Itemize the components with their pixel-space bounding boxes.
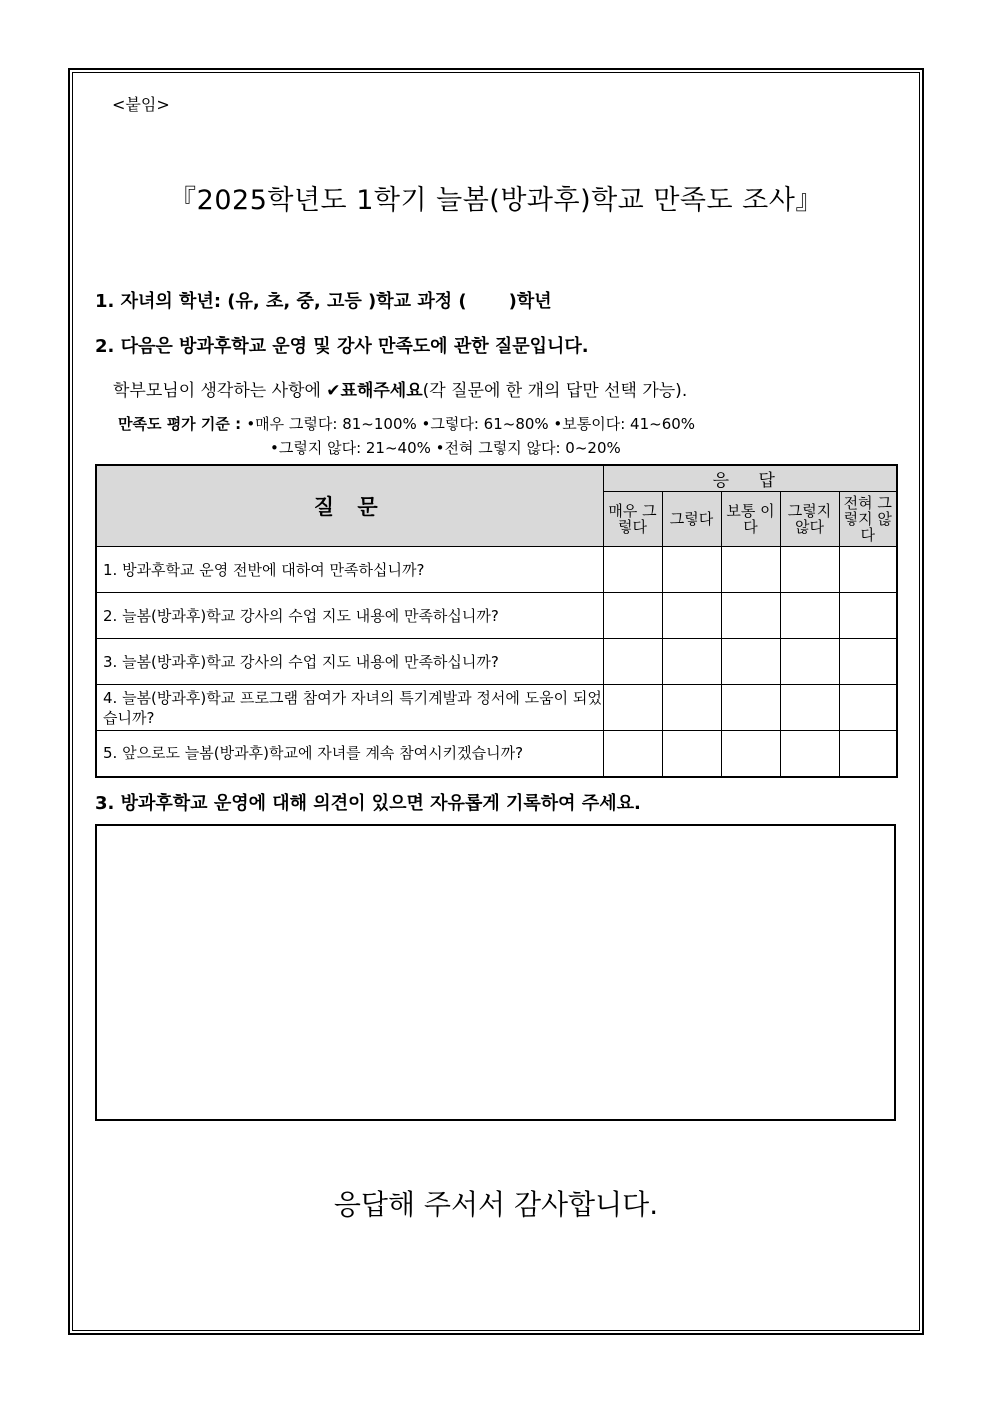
opinion-heading: 3. 방과후학교 운영에 대해 의견이 있으면 자유롭게 기록하여 주세요. [95, 793, 641, 814]
criteria-label: 만족도 평가 기준 : [118, 415, 247, 433]
table-row [96, 593, 897, 639]
answer-cell[interactable] [839, 639, 897, 685]
answer-cell[interactable] [839, 547, 897, 593]
answer-cell[interactable] [603, 547, 662, 593]
option-disagree: 그렇지 않다 [780, 492, 839, 547]
answer-cell[interactable] [662, 731, 721, 777]
criteria-line-2: •그렇지 않다: 21~40% •전혀 그렇지 않다: 0~20% [270, 439, 621, 457]
closing-message: 응답해 주서서 감사합니다. [333, 1188, 659, 1221]
table-row [96, 639, 897, 685]
table-row [96, 547, 897, 593]
question-text: 1. 방과후학교 운영 전반에 대하여 만족하십니까? [96, 547, 603, 593]
answer-cell[interactable] [780, 547, 839, 593]
answer-cell[interactable] [721, 639, 780, 685]
answer-cell[interactable] [662, 593, 721, 639]
answer-cell[interactable] [839, 731, 897, 777]
opinion-textbox[interactable] [95, 824, 896, 1121]
answer-cell[interactable] [839, 593, 897, 639]
question-column-header: 질 문 [96, 465, 603, 547]
satisfaction-table [95, 464, 898, 778]
answer-cell[interactable] [603, 685, 662, 731]
answer-cell[interactable] [780, 593, 839, 639]
question-text: 4. 늘봄(방과후)학교 프로그램 참여가 자녀의 특기계발과 정서에 도움이 되었습니까? [96, 685, 603, 731]
option-neutral: 보통 이다 [721, 492, 780, 547]
table-row [96, 685, 897, 731]
answer-cell[interactable] [603, 731, 662, 777]
answer-cell[interactable] [662, 685, 721, 731]
grade-question [95, 287, 552, 313]
answer-cell[interactable] [721, 547, 780, 593]
answer-cell[interactable] [721, 731, 780, 777]
satisfaction-heading: 2. 다음은 방과후학교 운영 및 강사 만족도에 관한 질문입니다. [95, 336, 589, 357]
answer-cell[interactable] [721, 685, 780, 731]
table-row [96, 731, 897, 777]
satisfaction-instruction [113, 376, 687, 401]
answer-cell[interactable] [603, 593, 662, 639]
instruction-prefix: 학부모님이 생각하는 사항에 [113, 381, 327, 401]
answer-column-header: 응 답 [603, 465, 897, 492]
grade-question-prefix: 1. 자녀의 학년: (유, 초, 중, 고등 )학교 과정 ( [95, 291, 467, 312]
option-very-disagree: 전혀 그렇지 않다 [839, 492, 897, 547]
answer-cell[interactable] [839, 685, 897, 731]
criteria-values-1: •매우 그렇다: 81~100% •그렇다: 61~80% •보통이다: 41~60% [246, 415, 696, 433]
question-text: 2. 늘봄(방과후)학교 강사의 수업 지도 내용에 만족하십니까? [96, 593, 603, 639]
instruction-check-mark: ✔표해주세요 [326, 381, 423, 401]
document-title: 『2025학년도 1학기 늘봄(방과후)학교 만족도 조사』 [169, 185, 823, 216]
instruction-suffix: (각 질문에 한 개의 답만 선택 가능). [422, 381, 688, 401]
criteria-line-1 [118, 413, 695, 434]
question-text: 3. 늘봄(방과후)학교 강사의 수업 지도 내용에 만족하십니까? [96, 639, 603, 685]
grade-question-suffix: )학년 [508, 291, 552, 312]
question-text: 5. 앞으로도 늘봄(방과후)학교에 자녀를 계속 참여시키겠습니까? [96, 731, 603, 777]
answer-cell[interactable] [780, 685, 839, 731]
answer-cell[interactable] [603, 639, 662, 685]
answer-cell[interactable] [662, 639, 721, 685]
answer-cell[interactable] [721, 593, 780, 639]
option-agree: 그렇다 [662, 492, 721, 547]
answer-cell[interactable] [780, 639, 839, 685]
attachment-label: <붙임> [112, 95, 170, 114]
answer-cell[interactable] [780, 731, 839, 777]
option-very-agree: 매우 그렇다 [603, 492, 662, 547]
answer-cell[interactable] [662, 547, 721, 593]
